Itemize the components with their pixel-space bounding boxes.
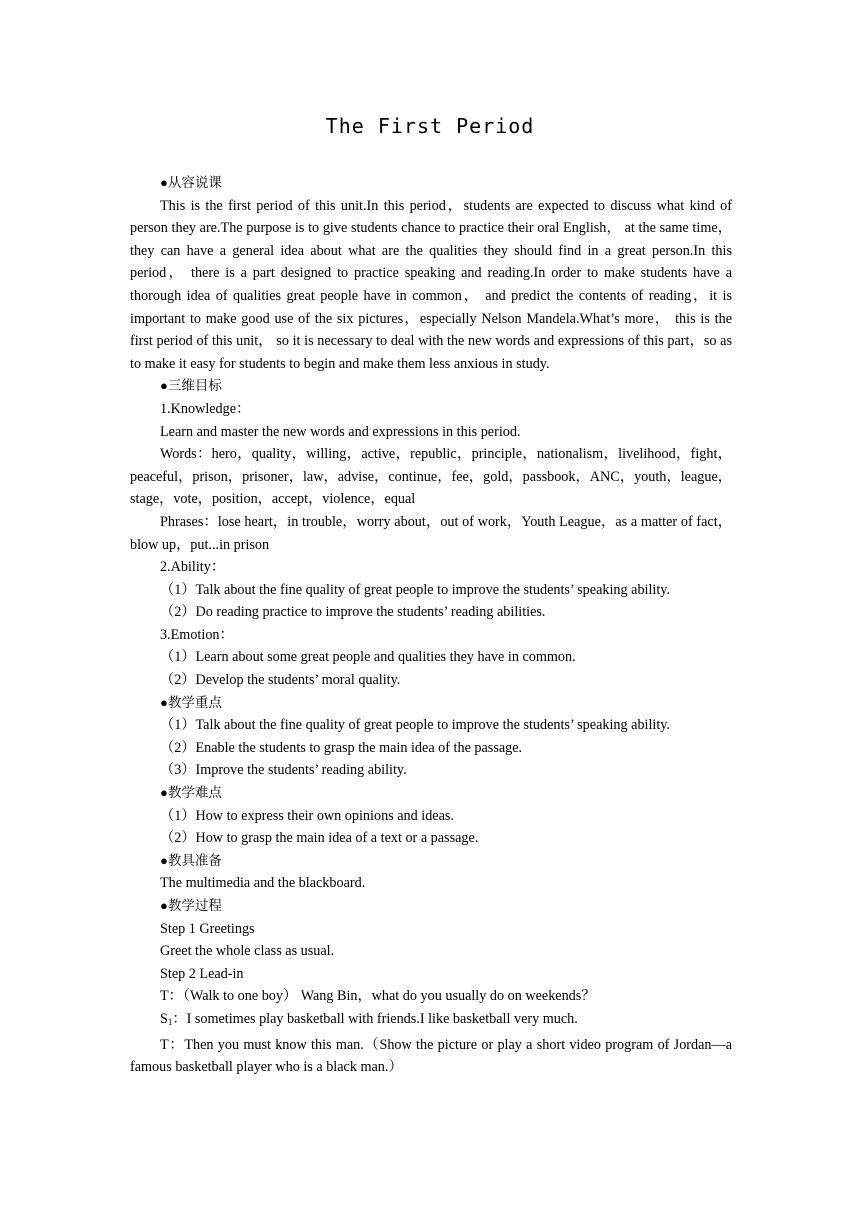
document-body	[130, 172, 732, 1079]
bullet-icon: ●	[160, 175, 168, 190]
phrases-list: Phrases：lose heart，in trouble，worry about，out of work，Youth League，as a matter of fact，blow up，put...in prison	[130, 513, 732, 553]
section-heading-shuoke: ●从容说课	[160, 175, 222, 191]
step-heading: Step 2 Lead-in	[160, 965, 244, 982]
emotion-item: （1）Learn about some great people and qualities they have in common.	[160, 649, 576, 666]
section-heading-difficulties: ●教学难点	[160, 785, 222, 802]
section-heading-key-points: ●教学重点	[160, 694, 222, 711]
key-point-item: （2）Enable the students to grasp the main idea of the passage.	[160, 739, 523, 756]
key-point-item: （1）Talk about the fine quality of great people to improve the students’ speaking ability.	[160, 717, 671, 734]
step-text: Greet the whole class as usual.	[160, 943, 335, 960]
section-heading-objectives: ●三维目标	[160, 378, 222, 395]
key-point-item: （3）Improve the students’ reading ability.	[160, 762, 407, 779]
bullet-icon: ●	[160, 785, 168, 801]
emotion-title: 3.Emotion：	[160, 626, 234, 643]
aids-line: The multimedia and the blackboard.	[160, 875, 366, 892]
bullet-icon: ●	[160, 852, 168, 868]
difficulty-item: （2）How to grasp the main idea of a text or a passage.	[160, 830, 479, 847]
bullet-icon: ●	[160, 378, 168, 394]
step-heading: Step 1 Greetings	[160, 920, 255, 937]
emotion-item: （2）Develop the students’ moral quality.	[160, 672, 401, 689]
words-list: Words：hero，quality，willing，active，republic，principle，nationalism，livelihood，fight，peaceful，prison，prisoner，law，advise，continue，fee，gold，passbook，ANC，youth，league，stage，vote，position，accept，violence，equal	[130, 446, 732, 508]
bullet-icon: ●	[160, 898, 168, 913]
ability-item: （1）Talk about the fine quality of great people to improve the students’ speaking ability.	[160, 581, 671, 598]
section-heading-aids: ●教具准备	[160, 852, 222, 869]
knowledge-title: 1.Knowledge：	[160, 400, 251, 417]
dialogue-teacher-line: T：（Walk to one boy） Wang Bin，what do you usually do on weekends？	[160, 988, 596, 1005]
knowledge-line: Learn and master the new words and expressions in this period.	[160, 423, 521, 440]
dialogue-student-line: $S_1$：I sometimes play basketball with friends.I like basketball very much.	[160, 1010, 578, 1027]
section-heading-procedure: ●教学过程	[160, 898, 222, 914]
ability-title: 2.Ability：	[160, 559, 226, 576]
page-title: The First Period	[325, 114, 535, 138]
bullet-icon: ●	[160, 694, 168, 710]
dialogue-teacher-line: T：Then you must know this man.（Show the picture or play a short video program of Jordan—a famous basketball player who is a black man.）	[130, 1036, 732, 1076]
ability-item: （2）Do reading practice to improve the students’ reading abilities.	[160, 604, 546, 621]
intro-paragraph: This is the first period of this unit.In this period，students are expected to discuss what kind of person they are.The purpose is to give students chance to practice their oral English， at the same time，they can have a general idea about what are the qualities they should find in a great person.In this period， there is a part designed to practice speaking and reading.In order to make students have a thorough idea of qualities great people have in common， and predict the contents of reading，it is important to make good use of the six pictures，especially Nelson Mandela.What’s more， this is the first period of this unit， so it is necessary to deal with the new words and expressions of this part，so as to make it easy for students to begin and make them less anxious in study.	[130, 197, 732, 372]
difficulty-item: （1）How to express their own opinions and ideas.	[160, 807, 454, 824]
